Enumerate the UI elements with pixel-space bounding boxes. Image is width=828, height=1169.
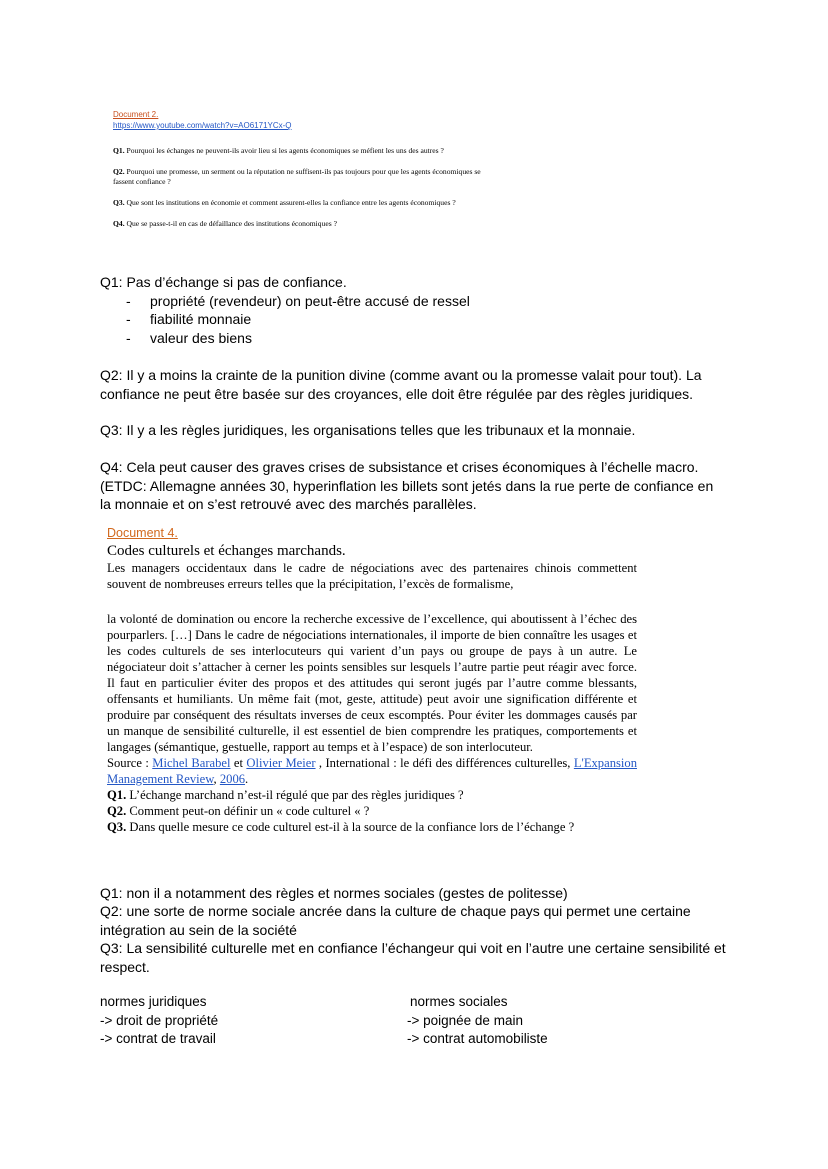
source-text: , International : le défi des différences culturelles,: [315, 756, 574, 770]
answer-q1-intro: Q1: Pas d’échange si pas de confiance.: [100, 274, 347, 290]
doc4-question-1: [107, 787, 637, 803]
legal-norms-column: [100, 993, 218, 1049]
document-2-link[interactable]: https://www.youtube.com/watch?v=AO6171YCx-Q: [113, 121, 292, 130]
answer4-q3: Q3: La sensibilité culturelle met en confiance l’échangeur qui voit en l’autre une certaine sensibilité et respect.: [100, 940, 726, 975]
question-number: Q3.: [107, 820, 127, 834]
column-heading: normes sociales: [410, 994, 508, 1009]
source-separator: ,: [213, 772, 220, 786]
answer-q1: [100, 273, 728, 347]
journal-link[interactable]: L'Expansion Management Review: [107, 756, 637, 786]
question-text: Pourquoi une promesse, un serment ou la réputation ne suffisent-ils pas toujours pour que les agents économiques se fassent confiance ?: [113, 167, 481, 186]
doc2-question-4: [113, 219, 493, 229]
social-norms-column: [407, 993, 548, 1049]
document-2-block: [113, 109, 513, 229]
source-connector: et: [230, 756, 247, 770]
question-text: Comment peut-on définir un « code culturel « ?: [126, 804, 370, 818]
doc2-question-1: [113, 146, 493, 156]
document-4-source: [107, 755, 637, 787]
answer4-q2: Q2: une sorte de norme sociale ancrée dans la culture de chaque pays qui permet une certaine intégration au sein de la société: [100, 903, 691, 938]
document-2-title: Document 2.: [113, 110, 159, 119]
question-number: Q1.: [113, 146, 125, 155]
answer-q2: Q2: Il y a moins la crainte de la punition divine (comme avant ou la promesse valait pour tout). La confiance ne peut être basée sur des croyances, elle doit être régulée par des règles juridiques.: [100, 367, 702, 402]
source-label: Source :: [107, 756, 153, 770]
question-number: Q1.: [107, 788, 127, 802]
column-heading: normes juridiques: [100, 994, 207, 1009]
column-item: -> contrat automobiliste: [407, 1031, 548, 1046]
bullet-item: - valeur des biens: [100, 329, 728, 348]
document-4-block: [107, 525, 637, 835]
question-text: Dans quelle mesure ce code culturel est-il à la source de la confiance lors de l’échange ?: [126, 820, 575, 834]
doc4-question-3: [107, 819, 637, 835]
bullet-item: - propriété (revendeur) on peut-être accusé de ressel: [100, 292, 728, 311]
document-4-paragraph-1: Les managers occidentaux dans le cadre de négociations avec des partenaires chinois commettent souvent de nombreuses erreurs telles que la précipitation, l’excès de formalisme,: [107, 561, 637, 591]
question-text: L’échange marchand n’est-il régulé que par des règles juridiques ?: [126, 788, 464, 802]
author-link[interactable]: Olivier Meier: [246, 756, 316, 770]
answer4-q1: Q1: non il a notamment des règles et normes sociales (gestes de politesse): [100, 885, 568, 901]
column-item: -> poignée de main: [407, 1012, 523, 1028]
document-4-heading: Codes culturels et échanges marchands.: [107, 543, 346, 559]
question-text: Que se passe-t-il en cas de défaillance des institutions économiques ?: [126, 219, 337, 228]
doc4-question-2: [107, 803, 637, 819]
question-number: Q2.: [107, 804, 127, 818]
column-item: -> droit de propriété: [100, 1012, 219, 1028]
document-4-title: Document 4.: [107, 526, 178, 540]
source-period: .: [245, 772, 249, 786]
column-item: -> contrat de travail: [100, 1031, 216, 1046]
answer-q4: Q4: Cela peut causer des graves crises de subsistance et crises économiques à l’échelle macro. (ETDC: Allemagne années 30, hyperinflation les billets sont jetés dans la rue perte de confiance en la monnaie et on s’est retrouvé avec des marchés parallèles.: [100, 459, 714, 512]
question-text: Pourquoi les échanges ne peuvent-ils avoir lieu si les agents économiques se méfient les uns des autres ?: [126, 146, 444, 155]
answer-q3: Q3: Il y a les règles juridiques, les organisations telles que les tribunaux et la monnaie.: [100, 422, 636, 438]
year-link[interactable]: 2006: [219, 772, 246, 786]
bullet-item: - fiabilité monnaie: [100, 310, 728, 329]
answer-q1-bullets: [100, 292, 728, 348]
doc2-question-2: [113, 167, 493, 187]
question-number: Q2.: [113, 167, 125, 176]
question-number: Q3.: [113, 198, 125, 207]
document-4-paragraph-2: la volonté de domination ou encore la recherche excessive de l’excellence, qui aboutissent à l’échec des pourparlers. […] Dans le cadre de négociations internationales, il importe de bien connaître les usages et les codes culturels de ses interlocuteurs qui varient d’un pays ou groupe de pays à un autre. Le négociateur doit s’attacher à cerner les points sensibles sur lesquels l’autre partie peut réagir avec force. Il faut en particulier éviter des propos et des attitudes qui seront jugés par l’autre comme blessants, offensants et humiliants. Un même fait (mot, geste, attitude) peut avoir une signification différente et produire par conséquent des résultats inverses de ceux escomptés. Pour éviter les dommages causés par un manque de sensibilité culturelle, il est essentiel de bien comprendre les pratiques, comportements et langages (sémantique, gestuelle, rapport au temps et à l’espace) de son interlocuteur.: [107, 612, 637, 754]
author-link[interactable]: Michel Barabel: [152, 756, 231, 770]
question-number: Q4.: [113, 219, 125, 228]
doc2-question-3: [113, 198, 493, 208]
question-text: Que sont les institutions en économie et comment assurent-elles la confiance entre les agents économiques ?: [126, 198, 456, 207]
